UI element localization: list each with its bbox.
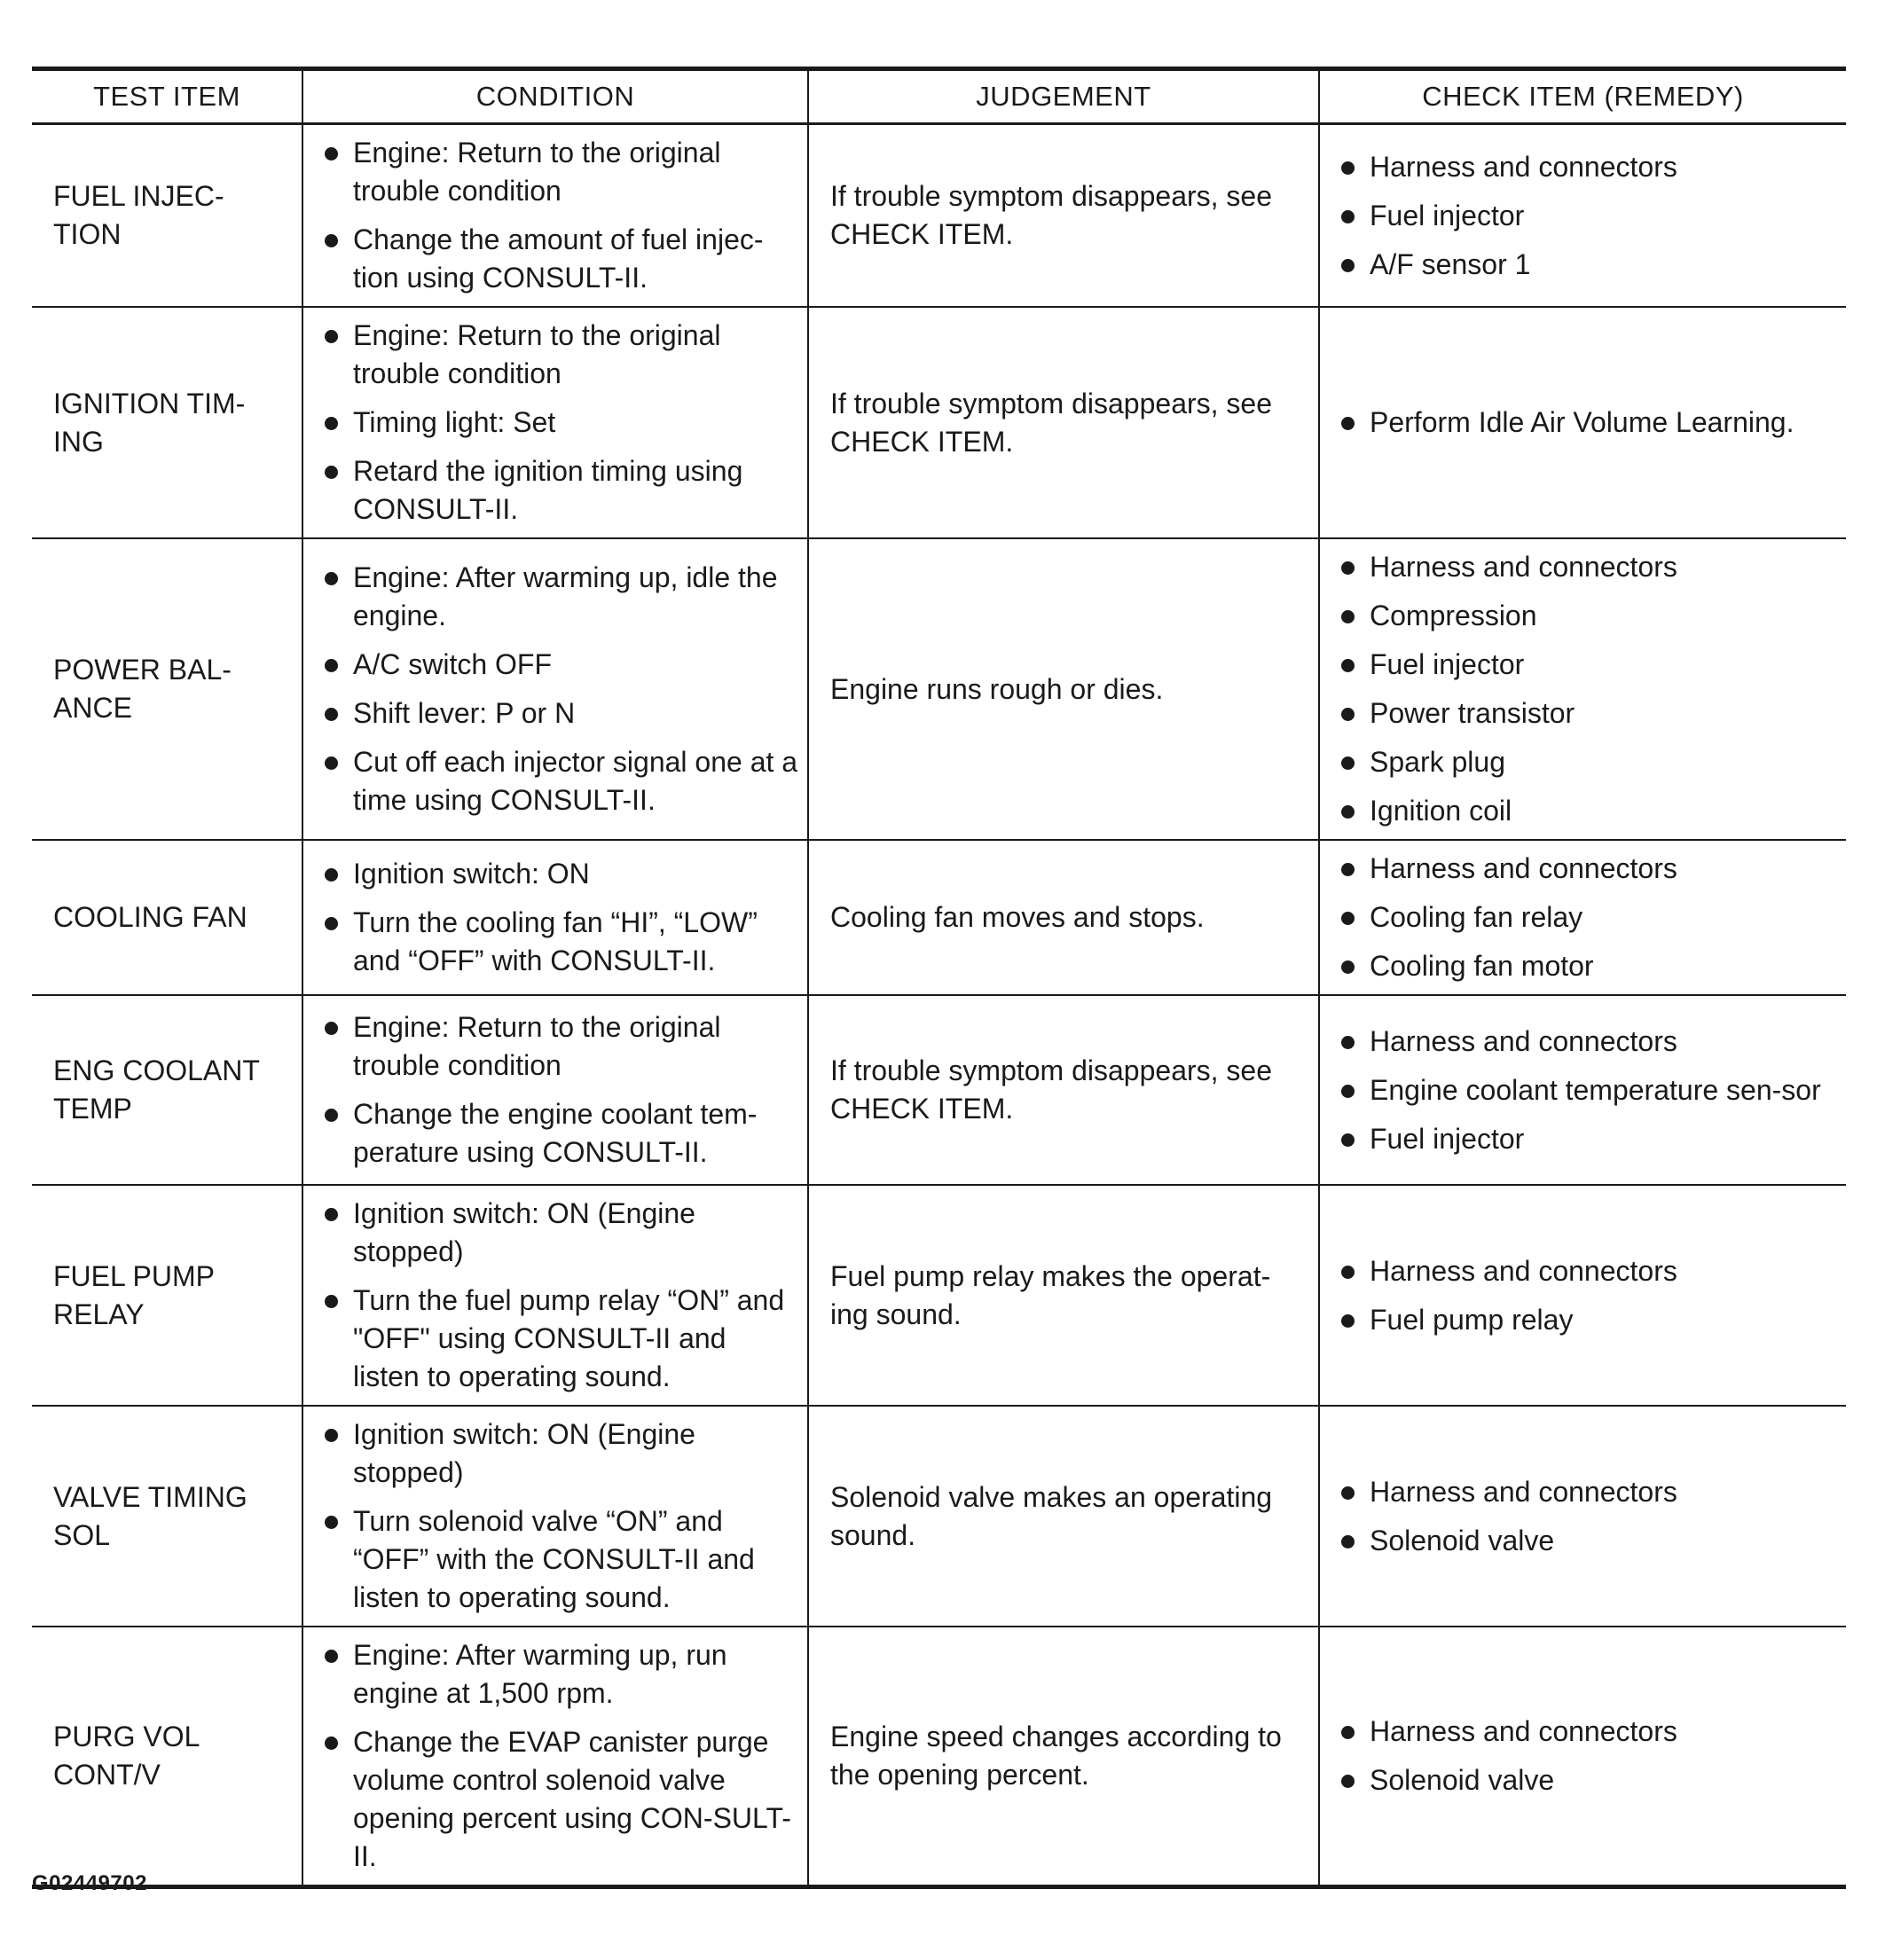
check-item: Spark plug xyxy=(1339,743,1837,781)
check-item: Solenoid valve xyxy=(1339,1522,1837,1560)
condition-cell xyxy=(302,124,808,308)
test-item-cell xyxy=(32,307,302,538)
table-row xyxy=(32,307,1846,538)
judgement-cell: If trouble symptom disappears, see CHECK ITEM. xyxy=(808,124,1319,308)
table-row xyxy=(32,538,1846,840)
check-item: Harness and connectors xyxy=(1339,148,1837,186)
condition-item: Engine: Return to the original trouble condition xyxy=(323,317,798,393)
check-item-cell xyxy=(1319,1185,1846,1406)
check-item: Cooling fan motor xyxy=(1339,947,1837,985)
test-item-label: POWER BAL- ANCE xyxy=(53,654,232,724)
judgement-cell: Engine speed changes according to the opening percent. xyxy=(808,1627,1319,1887)
header-row xyxy=(32,69,1846,124)
condition-list xyxy=(323,1415,798,1617)
check-item: Harness and connectors xyxy=(1339,1252,1837,1290)
table-row xyxy=(32,840,1846,995)
condition-item: Engine: Return to the original trouble condition xyxy=(323,134,798,210)
condition-item: Turn the cooling fan “HI”, “LOW” and “OFF” with CONSULT-II. xyxy=(323,904,798,980)
check-item-list xyxy=(1339,548,1837,830)
condition-cell xyxy=(302,1406,808,1627)
check-item-cell xyxy=(1319,1406,1846,1627)
condition-item: Shift lever: P or N xyxy=(323,694,798,733)
condition-list xyxy=(323,1195,798,1396)
check-item: Harness and connectors xyxy=(1339,850,1837,888)
check-item-list xyxy=(1339,1713,1837,1799)
condition-item: Retard the ignition timing using CONSULT-II. xyxy=(323,452,798,529)
check-item: Fuel injector xyxy=(1339,197,1837,235)
header-judgement: JUDGEMENT xyxy=(808,69,1319,124)
check-item-list xyxy=(1339,404,1837,442)
condition-cell xyxy=(302,538,808,840)
check-item-list xyxy=(1339,148,1837,284)
check-item-cell xyxy=(1319,840,1846,995)
judgement-cell: Solenoid valve makes an operating sound. xyxy=(808,1406,1319,1627)
check-item: Power transistor xyxy=(1339,694,1837,733)
test-item-label: IGNITION TIM- ING xyxy=(53,387,246,458)
condition-item: Ignition switch: ON xyxy=(323,855,798,893)
test-item-cell xyxy=(32,1627,302,1887)
check-item: Perform Idle Air Volume Learning. xyxy=(1339,404,1837,442)
test-item-cell xyxy=(32,840,302,995)
test-item-label: FUEL PUMP RELAY xyxy=(53,1259,215,1330)
condition-cell xyxy=(302,995,808,1185)
condition-item: Cut off each injector signal one at a time using CONSULT-II. xyxy=(323,743,798,819)
header-check-item: CHECK ITEM (REMEDY) xyxy=(1319,69,1846,124)
condition-list xyxy=(323,1008,798,1172)
condition-item: Timing light: Set xyxy=(323,404,798,442)
check-item-cell xyxy=(1319,307,1846,538)
test-item-cell xyxy=(32,538,302,840)
check-item: Harness and connectors xyxy=(1339,1023,1837,1061)
test-item-cell xyxy=(32,1185,302,1406)
check-item: Solenoid valve xyxy=(1339,1761,1837,1799)
condition-item: Ignition switch: ON (Engine stopped) xyxy=(323,1195,798,1271)
condition-cell xyxy=(302,1185,808,1406)
condition-item: Turn the fuel pump relay “ON” and "OFF" using CONSULT-II and listen to operating sound. xyxy=(323,1282,798,1396)
check-item: Harness and connectors xyxy=(1339,548,1837,586)
test-item-label: PURG VOL CONT/V xyxy=(53,1721,200,1791)
condition-list xyxy=(323,1636,798,1876)
check-item: A/F sensor 1 xyxy=(1339,246,1837,284)
test-item-label: ENG COOLANT TEMP xyxy=(53,1054,260,1125)
check-item: Fuel pump relay xyxy=(1339,1301,1837,1339)
figure-code: G02449702 xyxy=(32,1871,147,1895)
judgement-cell: Cooling fan moves and stops. xyxy=(808,840,1319,995)
check-item: Harness and connectors xyxy=(1339,1473,1837,1511)
check-item-list xyxy=(1339,850,1837,985)
test-item-label: VALVE TIMING SOL xyxy=(53,1480,247,1551)
judgement-cell: If trouble symptom disappears, see CHECK ITEM. xyxy=(808,995,1319,1185)
check-item: Fuel injector xyxy=(1339,1120,1837,1158)
condition-list xyxy=(323,559,798,819)
header-condition: CONDITION xyxy=(302,69,808,124)
table-row xyxy=(32,1406,1846,1627)
test-item-cell xyxy=(32,124,302,308)
condition-item: A/C switch OFF xyxy=(323,646,798,684)
condition-cell xyxy=(302,307,808,538)
check-item: Ignition coil xyxy=(1339,792,1837,830)
check-item: Compression xyxy=(1339,597,1837,635)
test-items-table xyxy=(32,67,1846,1889)
condition-item: Change the EVAP canister purge volume control solenoid valve opening percent using CON-SULT-II. xyxy=(323,1723,798,1876)
condition-item: Engine: After warming up, idle the engine. xyxy=(323,559,798,635)
condition-list xyxy=(323,855,798,980)
condition-item: Engine: Return to the original trouble condition xyxy=(323,1008,798,1085)
header-test-item: TEST ITEM xyxy=(32,69,302,124)
check-item-list xyxy=(1339,1023,1837,1158)
check-item: Cooling fan relay xyxy=(1339,898,1837,937)
condition-list xyxy=(323,317,798,529)
check-item: Harness and connectors xyxy=(1339,1713,1837,1751)
check-item-cell xyxy=(1319,124,1846,308)
condition-item: Change the amount of fuel injec-tion using CONSULT-II. xyxy=(323,221,798,297)
check-item-cell xyxy=(1319,538,1846,840)
condition-cell xyxy=(302,1627,808,1887)
check-item: Engine coolant temperature sen-sor xyxy=(1339,1071,1837,1109)
check-item-cell xyxy=(1319,995,1846,1185)
condition-cell xyxy=(302,840,808,995)
judgement-cell: Fuel pump relay makes the operat-ing sound. xyxy=(808,1185,1319,1406)
judgement-cell: If trouble symptom disappears, see CHECK ITEM. xyxy=(808,307,1319,538)
check-item-cell xyxy=(1319,1627,1846,1887)
table-row xyxy=(32,1185,1846,1406)
condition-item: Engine: After warming up, run engine at 1,500 rpm. xyxy=(323,1636,798,1713)
condition-item: Ignition switch: ON (Engine stopped) xyxy=(323,1415,798,1492)
judgement-cell: Engine runs rough or dies. xyxy=(808,538,1319,840)
condition-item: Turn solenoid valve “ON” and “OFF” with the CONSULT-II and listen to operating sound. xyxy=(323,1502,798,1617)
test-item-label: COOLING FAN xyxy=(53,901,247,933)
condition-list xyxy=(323,134,798,297)
table-row xyxy=(32,1627,1846,1887)
test-item-cell xyxy=(32,995,302,1185)
test-item-label: FUEL INJEC- TION xyxy=(53,180,224,250)
check-item-list xyxy=(1339,1473,1837,1560)
condition-item: Change the engine coolant tem-perature using CONSULT-II. xyxy=(323,1095,798,1172)
test-item-cell xyxy=(32,1406,302,1627)
table-row xyxy=(32,124,1846,308)
table-row xyxy=(32,995,1846,1185)
check-item: Fuel injector xyxy=(1339,646,1837,684)
check-item-list xyxy=(1339,1252,1837,1339)
